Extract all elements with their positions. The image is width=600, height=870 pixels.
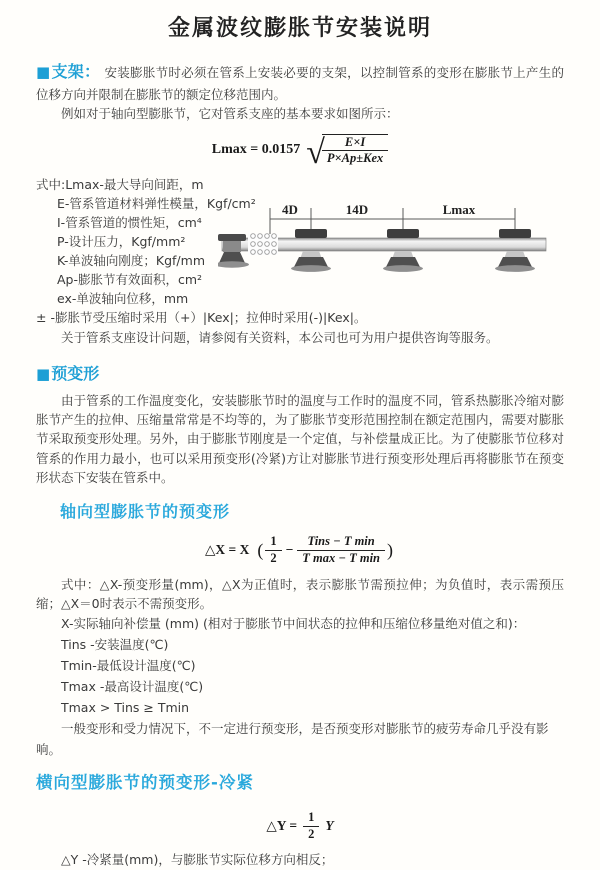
sqrt-numerator: E×I [322,135,388,152]
one-half-fraction [265,534,281,566]
dim-label-14d: 14D [345,201,369,217]
axial-definition-lines [36,613,564,760]
section-marker-icon: ■ [36,63,51,82]
temp-numerator: Tins − T min [297,534,385,551]
lateral-formula-rhs: Y [325,817,334,833]
dim-label-4d: 4D [282,201,298,217]
half-denominator: 2 [270,550,277,565]
half-numerator: 1 [303,810,319,827]
formula-lhs: Lmax = 0.0157 [211,142,301,158]
params-and-diagram [36,175,564,308]
definition-line: Tmax > Tins ≥ Tmin [61,700,190,716]
support-example-line: 例如对于轴向型膨胀节，它对管系支座的基本要求如图所示： [61,106,399,122]
pipe-support-diagram [218,201,570,301]
param-line: I-管系管道的惯性矩，cm⁴ [57,214,202,230]
bellows-icon [248,234,278,255]
dim-label-lmax: Lmax [442,201,476,217]
support-intro-text: 安装膨胀节时必须在管系上安装必要的支架，以控制管系的变形在膨胀节上产生的位移方向并限制在膨胀节的额定位移范围内。 [36,65,564,102]
open-paren: ( [257,539,264,560]
lateral-formula-lhs: △Y = [266,817,298,833]
support-section-heading: 支架： [51,62,101,82]
definition-line: X-实际轴向补偿量 (mm) (相对于膨胀节中间状态的拉伸和压缩位移量绝对值之和)： [61,616,526,632]
param-line: 式中:Lmax-最大导向间距，m [36,176,204,192]
support-intro-paragraph [36,60,564,104]
plus-minus-note: ± -膨胀节受压缩时采用（+）|Kex|；拉伸时采用(-)|Kex|。 [36,309,367,325]
sqrt-fraction [322,134,388,167]
param-line: Ap-膨胀节有效面积，cm² [57,271,203,287]
param-line: E-管系管道材料弹性模量，Kgf/cm² [57,195,256,211]
temperature-fraction [297,534,385,566]
predeform-paragraph: 由于管系的工作温度变化，安装膨胀节时的温度与工作时的温度不同，管系热膨胀冷缩对膨胀节产生的拉伸、压缩量常常是不均等的，为了膨胀节变形范围控制在额定范围内，需要对膨胀节采取预变形处理。另外，由于膨胀节刚度是一个定值，与补偿量成正比。为了使膨胀节位移对管系的作用力最小，也可以采用预变形(冷紧)方让对膨胀节进行预变形处理后再将膨胀节在预变形状态下安装在管系中。 [36,392,564,486]
axial-formula-row [36,534,564,566]
guide-spacing-formula [211,133,389,171]
param-line: K-单波轴向刚度；Kgf/mm [57,252,205,268]
cold-tightening-note: △Y -冷紧量(mm)，与膨胀节实际位移方向相反； [61,852,334,868]
lateral-predeform-heading: 横向型膨胀节的预变形-冷紧 [36,773,254,793]
axial-predeform-formula [205,534,395,566]
lateral-predeform-formula [266,810,333,842]
page-title: 金属波纹膨胀节安装说明 [167,16,432,41]
sqrt-denominator: P×Ap±Kex [326,151,384,166]
one-half-fraction [303,810,319,842]
lateral-formula-row [36,810,564,842]
half-numerator: 1 [265,534,281,551]
temp-denominator: T max − T min [302,550,380,565]
param-line: P-设计压力，Kgf/mm² [57,233,186,249]
consult-note: 关于管系支座设计问题，请参阅有关资料，本公司也可为用户提供咨询等服务。 [61,329,499,345]
predeform-section-heading [36,362,564,387]
sqrt-radical-icon: √ [306,133,325,171]
axial-predeform-heading: 轴向型膨胀节的预变形 [60,501,231,521]
axial-formula-explain: 式中：△X-预变形量(mm)，△X为正值时，表示膨胀节需预拉伸；为负值时，表示需预压缩；△X＝0时表示不需预变形。 [36,576,564,611]
section-marker-icon: ■ [36,364,51,383]
guide-spacing-formula-row [36,133,564,171]
axial-formula-lhs: △X = X [205,542,250,558]
definition-line: Tmax -最高设计温度(℃) [61,679,204,695]
definition-line: Tins -安装温度(℃) [61,637,169,653]
minus-sign: − [285,542,294,558]
close-paren: ) [387,539,393,560]
definition-line: 一般变形和受力情况下，不一定进行预变形，是否预变形对膨胀节的疲劳寿命几乎没有影响。 [36,721,549,758]
definition-line: Tmin-最低设计温度(℃) [61,658,196,674]
param-line: ex-单波轴向位移，mm [57,290,189,306]
half-denominator: 2 [308,826,315,841]
predeform-heading-label: 预变形 [51,363,100,383]
